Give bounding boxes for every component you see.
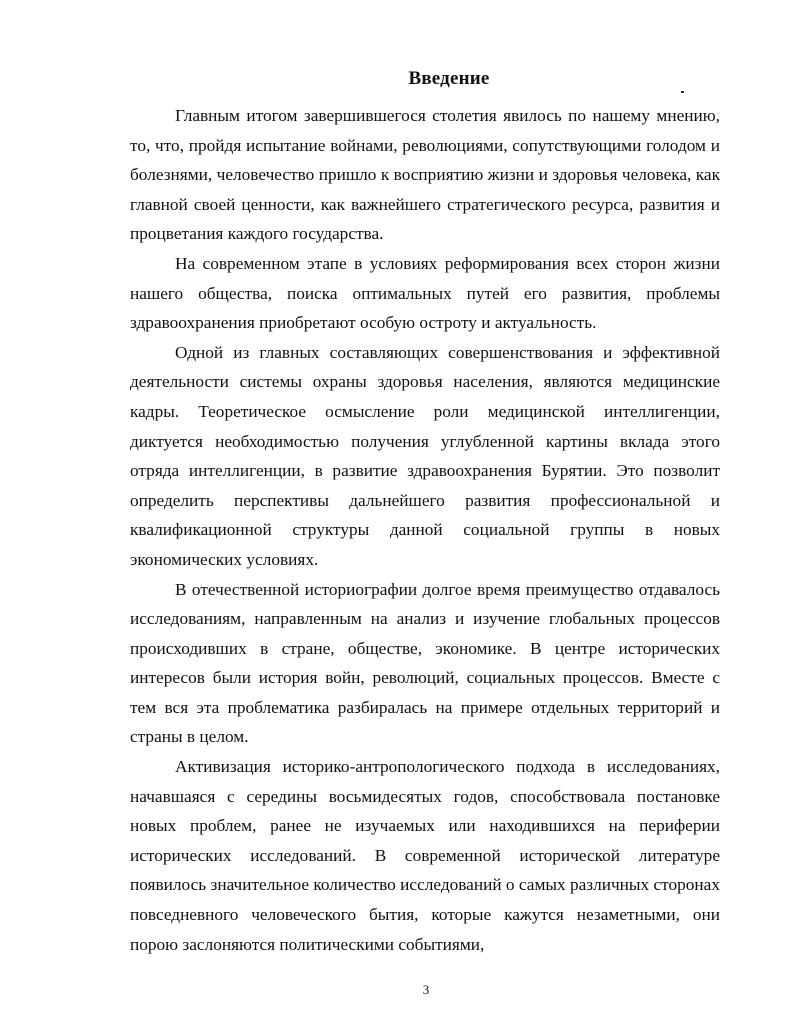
paragraph-4: В отечественной историографии долгое время преимущество отдавалось исследованиям, направленным на анализ и изучение глобальных процессов происходивших в стране, обществе, экономике. В центре исторических интересов были история войн, революций, социальных процессов. Вместе с тем вся эта проблематика разбиралась на примере отдельных территорий и страны в целом. [130, 579, 720, 747]
paragraph-2: На современном этапе в условиях реформирования всех сторон жизни нашего общества, поиска оптимальных путей его развития, проблемы здравоохранения приобретают особую остроту и актуальность. [130, 253, 720, 333]
page-title: Введение [408, 68, 490, 89]
scan-speck [681, 91, 684, 93]
paragraph-1: Главным итогом завершившегося столетия явилось по нашему мнению, то, что, пройдя испытание войнами, революциями, сопутствующими голодом и болезнями, человечество пришло к восприятию жизни и здоровья человека, как главной своей ценности, как важнейшего стратегического ресурса, развития и процветания каждого государства. [130, 106, 720, 244]
page-number: 3 [422, 982, 430, 997]
paragraph-5: Активизация историко-антропологического подхода в исследованиях, начавшаяся с середины восьмидесятых годов, способствовала постановке новых проблем, ранее не изучаемых или находившихся на периферии исторических исследований. В современной исторической литературе появилось значительное количество исследований о самых различных сторонах повседневного человеческого бытия, которые кажутся незаметными, они порою заслоняются политическими событиями, [130, 757, 720, 954]
body-text [130, 101, 720, 959]
paragraph-3: Одной из главных составляющих совершенствования и эффективной деятельности системы охраны здоровья населения, являются медицинские кадры. Теоретическое осмысление роли медицинской интеллигенции, диктуется необходимостью получения углубленной картины вклада этого отряда интеллигенции, в развитие здравоохранения Бурятии. Это позволит определить перспективы дальнейшего развития профессиональной и квалификационной структуры данной социальной группы в новых экономических условиях. [130, 342, 720, 569]
